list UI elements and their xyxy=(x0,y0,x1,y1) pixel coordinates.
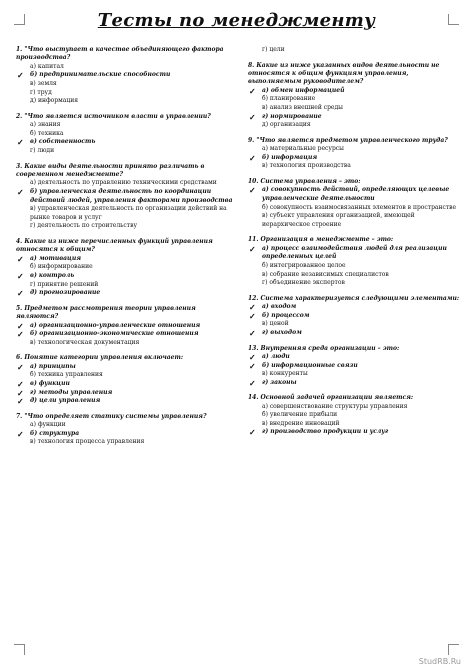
answer-option-correct xyxy=(248,312,460,321)
question-block xyxy=(248,46,460,55)
answer-option-correct xyxy=(248,113,460,122)
checkmark-icon: ✓ xyxy=(249,327,256,338)
answer-option xyxy=(248,262,460,271)
question-title: 14. Основной задачей организации является: xyxy=(248,394,414,402)
checkmark-icon: ✓ xyxy=(249,351,256,362)
answer-text: д) организация xyxy=(262,121,311,129)
answer-text: г) методы управления xyxy=(30,388,113,396)
answer-option-correct xyxy=(16,430,238,439)
answer-option-correct xyxy=(16,397,238,406)
answer-option-correct xyxy=(248,379,460,388)
checkmark-icon: ✓ xyxy=(249,243,256,254)
checkmark-icon: ✓ xyxy=(17,361,24,372)
question-title: 10. Система управления – это: xyxy=(248,177,361,185)
checkmark-icon: ✓ xyxy=(249,111,256,122)
answer-option-correct xyxy=(16,363,238,372)
question-block xyxy=(16,354,238,405)
answer-option-correct xyxy=(16,71,238,80)
answer-text: г) труд xyxy=(30,88,52,96)
answer-option-correct xyxy=(248,186,460,203)
answer-text: г) выходом xyxy=(262,328,302,336)
question-title: 3. Какие виды деятельности принято различать в современном менеджменте? xyxy=(16,162,205,178)
answer-option xyxy=(248,420,460,429)
answer-text: в) технология процесса управления xyxy=(30,438,145,446)
answer-option xyxy=(16,121,238,130)
answer-text: д) прогнозирование xyxy=(30,289,101,297)
answer-text: а) принципы xyxy=(30,362,76,370)
answer-option xyxy=(16,371,238,380)
answer-option xyxy=(16,281,238,290)
answer-text: а) материальные ресурсы xyxy=(262,145,344,153)
answer-option xyxy=(16,130,238,139)
checkmark-icon: ✓ xyxy=(249,302,256,313)
answer-text: а) люди xyxy=(262,352,290,360)
answer-text: а) совокупность действий, определяющих целевые управленческие деятельности xyxy=(262,186,450,202)
answer-text: г) законы xyxy=(262,378,297,386)
answer-option-correct xyxy=(16,330,238,339)
question-title: 7. "Что определяет статику системы управления? xyxy=(16,412,207,420)
crop-mark-bottom-left xyxy=(14,644,25,655)
answer-option xyxy=(248,104,460,113)
answer-text: г) производство продукции и услуг xyxy=(262,428,389,436)
answer-text: б) увеличение прибыли xyxy=(262,411,338,419)
left-column xyxy=(16,46,238,454)
answer-text: в) технологическая документация xyxy=(30,338,140,346)
question-title: 6. Понятие категории управления включает: xyxy=(16,354,184,362)
question-block xyxy=(248,295,460,338)
answer-text: б) техника управления xyxy=(30,371,103,379)
checkmark-icon: ✓ xyxy=(249,427,256,438)
answer-text: б) информация xyxy=(262,153,318,161)
checkmark-icon: ✓ xyxy=(249,310,256,321)
question-title: 11. Организация в менеджменте – это: xyxy=(248,236,394,244)
answer-text: б) техника xyxy=(30,129,64,137)
answer-text: а) знания xyxy=(30,121,61,129)
question-block xyxy=(248,236,460,287)
answer-text: в) управленческая деятельность по организации действий на рынке товаров и услуг xyxy=(30,205,227,221)
answer-text: б) планирование xyxy=(262,95,316,103)
answer-option xyxy=(16,179,238,188)
answer-option-correct xyxy=(248,87,460,96)
answer-text: а) деятельность по управлению техническими средствами xyxy=(30,179,217,187)
answer-text: г) нормирование xyxy=(262,112,322,120)
answer-text: а) совершенствование структуры управления xyxy=(262,402,408,410)
answer-text: в) ценой xyxy=(262,320,289,328)
question-title: 1. "Что выступает в качестве объединяющего фактора производства? xyxy=(16,46,224,62)
checkmark-icon: ✓ xyxy=(249,152,256,163)
answer-option-correct xyxy=(16,272,238,281)
answer-option-correct xyxy=(248,245,460,262)
answer-option xyxy=(16,421,238,430)
answer-option-correct xyxy=(248,362,460,371)
checkmark-icon: ✓ xyxy=(17,288,24,299)
answer-option xyxy=(16,263,238,272)
answer-text: а) процесс взаимодействия людей для реализации определенных целей xyxy=(262,244,447,261)
answer-text: б) интегрированное целое xyxy=(262,261,346,269)
answer-option xyxy=(248,320,460,329)
answer-option-correct xyxy=(16,289,238,298)
answer-option xyxy=(248,411,460,420)
answer-text: г) деятельность по строительству xyxy=(30,222,138,230)
crop-mark-bottom-right xyxy=(448,644,459,655)
answer-option-correct xyxy=(16,255,238,264)
answer-option xyxy=(248,212,460,229)
checkmark-icon: ✓ xyxy=(17,329,24,340)
checkmark-icon: ✓ xyxy=(17,378,24,389)
right-column xyxy=(248,46,460,444)
answer-text: в) собрание независимых специалистов xyxy=(262,270,389,278)
answer-text: а) капитал xyxy=(30,62,64,70)
answer-text: б) информирование xyxy=(30,263,93,271)
question-title: 8. Какие из ниже указанных видов деятельности не относятся к общим функциям управления, выполняемым руководителем? xyxy=(248,61,440,86)
answer-option xyxy=(248,370,460,379)
answer-option-correct xyxy=(248,353,460,362)
answer-text: б) информационные связи xyxy=(262,361,358,369)
question-block xyxy=(248,345,460,388)
answer-option xyxy=(248,46,460,55)
answer-text: б) структура xyxy=(30,429,80,437)
answer-option xyxy=(248,121,460,130)
answer-text: в) контроль xyxy=(30,271,75,279)
answer-option xyxy=(16,222,238,231)
answer-option xyxy=(16,147,238,156)
answer-option xyxy=(16,438,238,447)
answer-text: б) управленческая деятельность по координации действий людей, управления факторами производства xyxy=(30,187,233,204)
answer-text: а) обмен информацией xyxy=(262,86,345,94)
answer-text: в) технология производства xyxy=(262,162,351,170)
checkmark-icon: ✓ xyxy=(17,387,24,398)
answer-option-correct xyxy=(248,303,460,312)
question-block xyxy=(16,113,238,156)
question-title: 9. "Что является предметом управленческого труда? xyxy=(248,136,448,144)
question-block xyxy=(16,163,238,231)
question-block xyxy=(16,46,238,106)
answer-option-correct xyxy=(248,428,460,437)
answer-text: а) мотивация xyxy=(30,254,82,262)
checkmark-icon: ✓ xyxy=(17,253,24,264)
answer-text: а) организационно-управленческие отношения xyxy=(30,321,201,329)
question-title: 4. Какие из ниже перечисленных функций управления относятся к общим? xyxy=(16,237,213,254)
answer-text: г) цели xyxy=(262,46,285,53)
question-title: 13. Внутренняя среда организации – это: xyxy=(248,344,400,352)
question-block xyxy=(248,137,460,171)
answer-text: б) процессом xyxy=(262,311,310,319)
answer-option-correct xyxy=(16,188,238,205)
question-title: 2. "Что является источником власти в управлении? xyxy=(16,112,211,120)
answer-text: в) земля xyxy=(30,80,57,87)
answer-text: в) внедрение инноваций xyxy=(262,419,340,427)
question-block xyxy=(248,394,460,437)
answer-text: б) предпринимательские способности xyxy=(30,71,171,79)
checkmark-icon: ✓ xyxy=(17,320,24,331)
answer-option xyxy=(248,204,460,213)
answer-option xyxy=(248,279,460,288)
answer-text: в) функции xyxy=(30,379,70,387)
checkmark-icon: ✓ xyxy=(17,428,24,439)
question-block xyxy=(16,238,238,298)
checkmark-icon: ✓ xyxy=(17,137,24,148)
answer-text: в) собственность xyxy=(30,138,96,146)
answer-text: д) информация xyxy=(30,97,78,105)
watermark: StudRB.Ru xyxy=(418,657,461,666)
answer-text: в) конкуренты xyxy=(262,370,308,378)
answer-option xyxy=(248,95,460,104)
answer-option-correct xyxy=(16,138,238,147)
answer-text: в) субъект управления организацией, имеющей иерархическое строение xyxy=(262,212,415,228)
answer-option xyxy=(16,97,238,106)
answer-text: г) принятие решений xyxy=(30,280,99,288)
page-title: Тесты по менеджменту xyxy=(97,10,376,31)
answer-option xyxy=(248,403,460,412)
answer-option xyxy=(16,89,238,98)
answer-option xyxy=(16,205,238,222)
checkmark-icon: ✓ xyxy=(17,70,24,81)
answer-option-correct xyxy=(16,380,238,389)
checkmark-icon: ✓ xyxy=(17,186,24,197)
answer-option-correct xyxy=(16,322,238,331)
answer-text: б) организационно-экономические отношения xyxy=(30,330,199,338)
checkmark-icon: ✓ xyxy=(249,360,256,371)
answer-option-correct xyxy=(248,329,460,338)
question-block xyxy=(248,178,460,229)
answer-option xyxy=(16,63,238,72)
answer-text: г) объединение экспертов xyxy=(262,279,345,287)
checkmark-icon: ✓ xyxy=(249,85,256,96)
question-block xyxy=(248,62,460,130)
answer-text: д) цели управления xyxy=(30,397,101,405)
answer-option xyxy=(16,80,238,89)
answer-option xyxy=(16,339,238,348)
answer-option xyxy=(248,162,460,171)
checkmark-icon: ✓ xyxy=(17,270,24,281)
answer-text: в) анализ внешней среды xyxy=(262,104,343,111)
question-title: 5. Предметом рассмотрения теории управления являются? xyxy=(16,304,196,321)
answer-text: а) функции xyxy=(30,421,66,429)
question-block xyxy=(16,305,238,348)
answer-option xyxy=(248,271,460,280)
answer-option-correct xyxy=(248,154,460,163)
answer-option xyxy=(248,145,460,154)
checkmark-icon: ✓ xyxy=(17,396,24,407)
question-title: 12. Система характеризуется следующими элементами: xyxy=(248,294,460,302)
answer-text: б) совокупность взаимосвязанных элементов в пространстве xyxy=(262,203,457,211)
question-block xyxy=(16,413,238,447)
answer-text: а) входом xyxy=(262,303,297,311)
answer-option-correct xyxy=(16,389,238,398)
checkmark-icon: ✓ xyxy=(249,185,256,196)
answer-text: г) люди xyxy=(30,146,55,154)
checkmark-icon: ✓ xyxy=(249,377,256,388)
